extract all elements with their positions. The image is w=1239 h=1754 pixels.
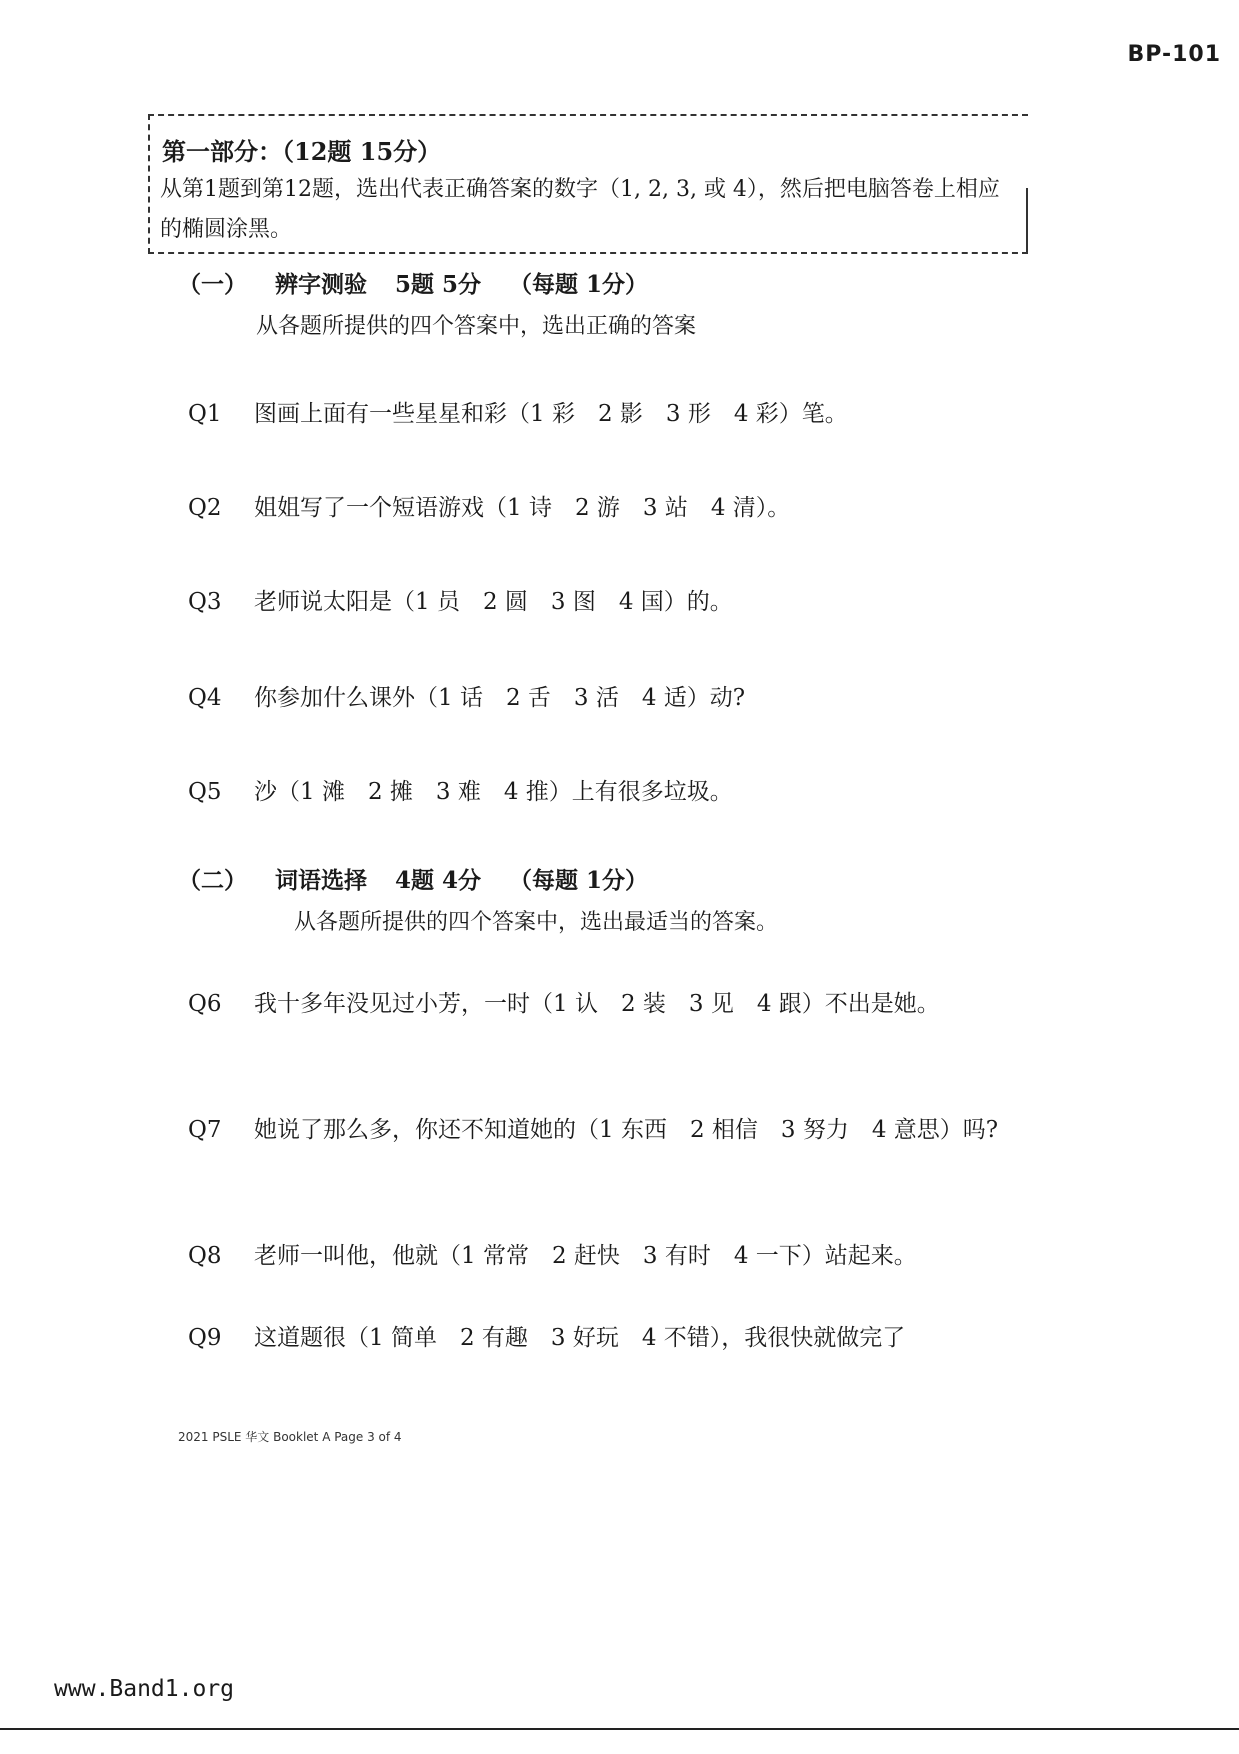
question-text: 老师一叫他，他就（1 常常 2 赶快 3 有时 4 一下）站起来。 xyxy=(254,1243,917,1269)
part-header-box xyxy=(148,108,1028,258)
question-text: 这道题很（1 简单 2 有趣 3 好玩 4 不错），我很快就做完了 xyxy=(254,1325,906,1351)
question-text: 她说了那么多，你还不知道她的（1 东西 2 相信 3 努力 4 意思）吗? xyxy=(254,1117,999,1143)
question-6 xyxy=(188,984,1068,1024)
question-7 xyxy=(188,1110,1068,1150)
section-1-heading xyxy=(178,266,696,299)
question-4 xyxy=(188,678,1068,718)
section-2-count: 4题 4分 xyxy=(395,867,482,894)
question-number: Q2 xyxy=(188,495,222,521)
section-1-points: （每题 1分） xyxy=(509,271,649,298)
page-footer-note: 2021 PSLE 华文 Booklet A Page 3 of 4 xyxy=(178,1430,402,1444)
section-2-label: （二） xyxy=(178,867,247,894)
question-9 xyxy=(188,1318,1068,1358)
question-number: Q4 xyxy=(188,685,222,711)
box-top-border xyxy=(148,114,1028,116)
question-text: 图画上面有一些星星和彩（1 彩 2 影 3 形 4 彩）笔。 xyxy=(254,401,848,427)
bottom-divider xyxy=(0,1728,1239,1730)
section-2-points: （每题 1分） xyxy=(509,867,649,894)
question-text: 沙（1 滩 2 摊 3 难 4 推）上有很多垃圾。 xyxy=(254,779,733,805)
section-2-name: 词语选择 xyxy=(275,867,367,894)
section-1-instruction: 从各题所提供的四个答案中，选出正确的答案 xyxy=(256,314,697,339)
question-text: 你参加什么课外（1 话 2 舌 3 活 4 适）动? xyxy=(254,685,746,711)
box-left-border xyxy=(148,114,150,254)
question-number: Q6 xyxy=(188,991,222,1017)
question-1 xyxy=(188,394,1068,434)
question-number: Q9 xyxy=(188,1325,222,1351)
question-3 xyxy=(188,582,1068,622)
page-code: BP-101 xyxy=(1127,42,1221,67)
question-number: Q5 xyxy=(188,779,222,805)
question-2 xyxy=(188,488,1068,528)
question-number: Q3 xyxy=(188,589,222,615)
section-1-header xyxy=(178,266,696,340)
question-number: Q7 xyxy=(188,1117,222,1143)
question-number: Q1 xyxy=(188,401,222,427)
part-title: 第一部分：（12题 15分） xyxy=(162,137,442,166)
section-1-label: （一） xyxy=(178,271,247,298)
box-bottom-border xyxy=(148,252,1028,254)
box-right-border xyxy=(1026,188,1028,254)
website-link[interactable]: www.Band1.org xyxy=(54,1676,235,1702)
part-instruction: 从第1题到第12题，选出代表正确答案的数字（1, 2, 3, 或 4），然后把电脑答卷上相应的椭圆涂黑。 xyxy=(160,177,1000,242)
question-text: 姐姐写了一个短语游戏（1 诗 2 游 3 站 4 清）。 xyxy=(254,495,791,521)
question-text: 老师说太阳是（1 员 2 圆 3 图 4 国）的。 xyxy=(254,589,733,615)
section-1-name: 辨字测验 xyxy=(275,271,367,298)
section-2-header xyxy=(178,862,778,936)
section-2-instruction: 从各题所提供的四个答案中，选出最适当的答案。 xyxy=(294,910,779,935)
section-1-count: 5题 5分 xyxy=(395,271,482,298)
question-5 xyxy=(188,772,1068,812)
question-text: 我十多年没见过小芳，一时（1 认 2 装 3 见 4 跟）不出是她。 xyxy=(254,991,940,1017)
question-8 xyxy=(188,1236,1068,1276)
question-number: Q8 xyxy=(188,1243,222,1269)
section-2-heading xyxy=(178,862,778,895)
